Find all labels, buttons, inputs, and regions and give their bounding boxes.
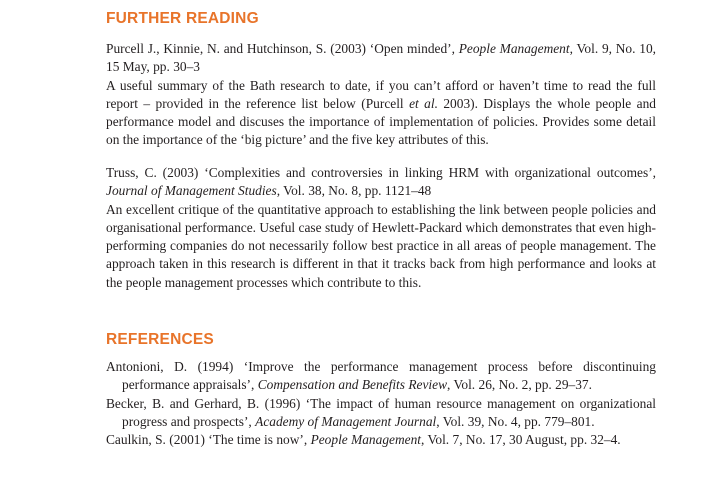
- annotation-text-cont: 2003). Displays the whole people and performance model and discuses the importance of implementation of policies. Provides some detail on the importance of the ‘big picture’ and the five key attributes of this.: [106, 95, 657, 148]
- further-reading-heading: FURTHER READING: [106, 10, 259, 27]
- reference-text: Becker, B. and Gerhard, B. (1996) ‘The impact of human resource management on organizational progress and prospects’,: [106, 395, 656, 429]
- citation-text: Purcell J., Kinnie, N. and Hutchinson, S. (2003) ‘Open minded’,: [106, 41, 459, 56]
- further-reading-entry: [106, 164, 656, 292]
- reference-item: [106, 395, 656, 432]
- journal-title: Journal of Management Studies: [106, 183, 277, 199]
- reference-text: Antonioni, D. (1994) ‘Improve the performance management process before discontinuing performance appraisals’,: [106, 359, 656, 393]
- reference-details: , Vol. 7, No. 17, 30 August, pp. 32–4.: [421, 432, 621, 448]
- journal-title: Academy of Management Journal: [255, 413, 437, 429]
- references-heading: REFERENCES: [106, 331, 214, 348]
- reference-text: Caulkin, S. (2001) ‘The time is now’,: [106, 432, 311, 448]
- citation: [106, 40, 656, 77]
- reference-list: [106, 358, 656, 449]
- annotation: [106, 77, 656, 150]
- further-reading-entry: [106, 40, 656, 150]
- reference-item: [106, 431, 656, 449]
- citation-details: , Vol. 9, No. 10, 15 May, pp. 30–3: [106, 41, 656, 75]
- reference-details: , Vol. 26, No. 2, pp. 29–37.: [447, 377, 592, 393]
- reference-item: [106, 358, 656, 395]
- citation: [106, 164, 656, 201]
- citation-text: Truss, C. (2003) ‘Complexities and controversies in linking HRM with organizational outcomes’,: [106, 165, 656, 180]
- journal-title: People Management: [458, 41, 570, 56]
- journal-title: People Management: [310, 432, 421, 448]
- reference-details: , Vol. 39, No. 4, pp. 779–801.: [436, 413, 595, 429]
- citation-details: , Vol. 38, No. 8, pp. 1121–48: [276, 183, 432, 199]
- journal-title: Compensation and Benefits Review: [257, 377, 447, 393]
- annotation-text: A useful summary of the Bath research to date, if you can’t afford or haven’t time to read the full report – provided in the reference list below (Purcell: [106, 77, 656, 111]
- et-al: et al.: [409, 95, 438, 111]
- annotation: An excellent critique of the quantitative approach to establishing the link between people policies and organisational performance. Useful case study of Hewlett-Packard which demonstrates that even high-performing companies do not necessarily follow best practice in all areas of people management. The approach taken in this research is different in that it tracks back from high performance and looks at the people management processes which contribute to this.: [106, 201, 656, 290]
